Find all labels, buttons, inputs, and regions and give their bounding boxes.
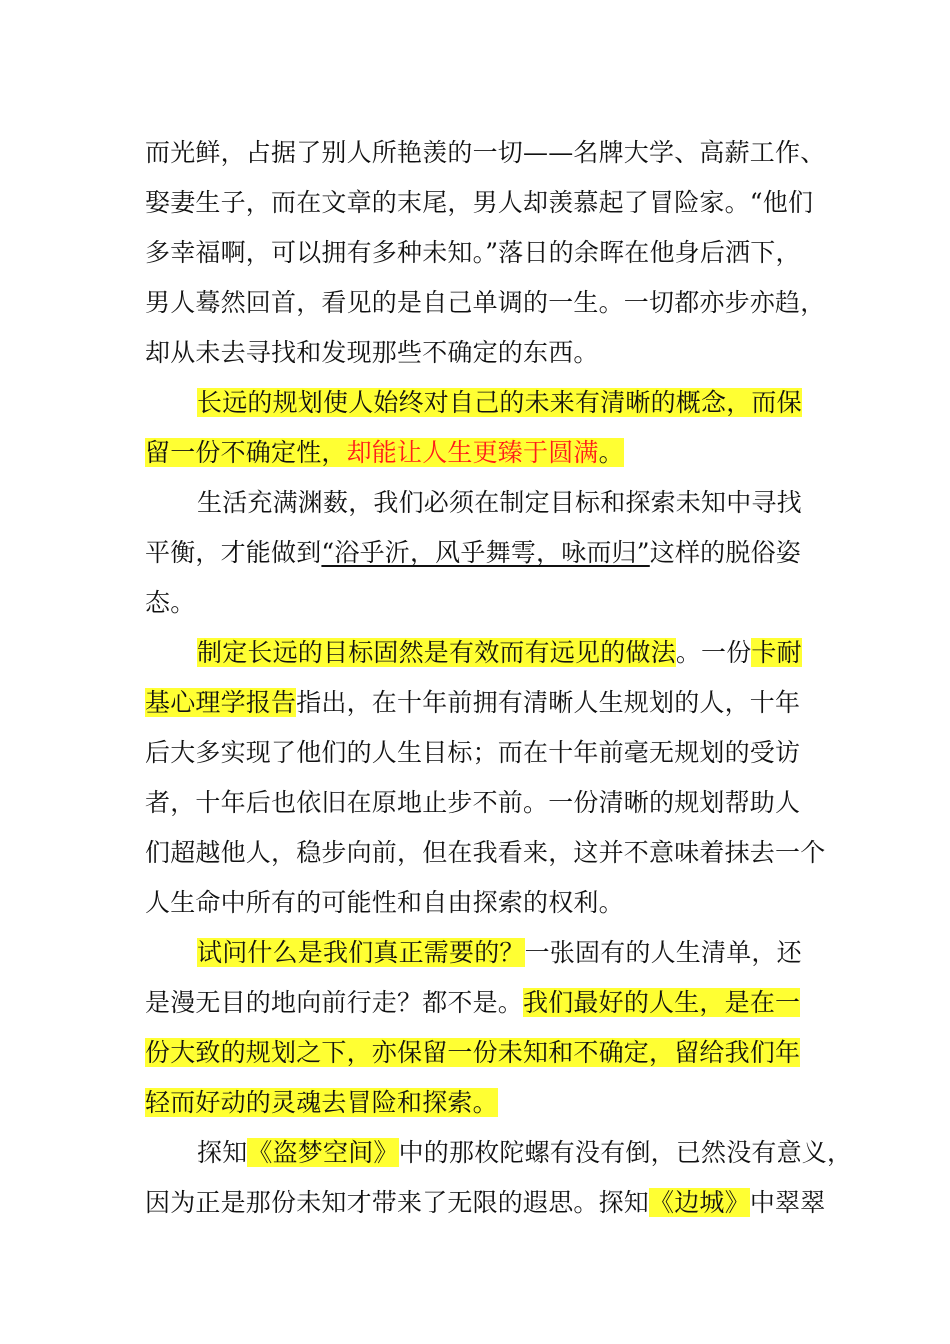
- highlighted-title: 《边城》: [649, 1188, 750, 1217]
- text-segment: 一张固有的人生清单，还: [524, 938, 802, 967]
- text-segment: 这样的脱俗姿: [649, 538, 801, 567]
- text-line: [145, 928, 810, 978]
- text-line: [145, 678, 810, 728]
- text-line: [145, 1128, 853, 1178]
- text-segment: 。: [598, 438, 624, 467]
- text-segment: 指出，在十年前拥有清晰人生规划的人，十年: [296, 688, 801, 717]
- highlighted-text: 试问什么是我们真正需要的？: [197, 938, 525, 967]
- text-line: 男人蓦然回首，看见的是自己单调的一生。一切都亦步亦趋，: [145, 288, 826, 317]
- highlighted-text: 基心理学报告: [145, 688, 297, 717]
- text-segment: 中的那枚陀螺有没有倒，已然没有意义，: [398, 1138, 853, 1167]
- red-emphasis-text: 却能让人生更臻于圆满: [346, 438, 599, 467]
- highlighted-text: [145, 438, 624, 467]
- text-line: [145, 378, 810, 428]
- text-line: 而光鲜，占据了别人所艳羡的一切——名牌大学、高薪工作、: [145, 138, 826, 167]
- highlighted-title: 《盗梦空间》: [247, 1138, 399, 1167]
- paragraph-3: [145, 478, 810, 628]
- text-line: [145, 1078, 810, 1128]
- text-line: 生活充满渊薮，我们必须在制定目标和探索未知中寻找: [197, 488, 802, 517]
- text-line: [145, 1028, 810, 1078]
- text-line: 娶妻生子，而在文章的末尾，男人却羡慕起了冒险家。“他们: [145, 188, 814, 217]
- paragraph-1: [145, 128, 826, 378]
- text-segment: 留一份不确定性，: [145, 438, 347, 467]
- highlighted-text: 长远的规划使人始终对自己的未来有清晰的概念，而保: [197, 388, 802, 417]
- text-line: 多幸福啊，可以拥有多种未知。”落日的余晖在他身后洒下，: [145, 238, 801, 267]
- text-line: 者，十年后也依旧在原地止步不前。一份清晰的规划帮助人: [145, 788, 801, 817]
- text-segment: 平衡，才能做到: [145, 538, 322, 567]
- text-line: 人生命中所有的可能性和自由探索的权利。: [145, 888, 624, 917]
- paragraph-2: [145, 378, 810, 478]
- highlighted-text: 我们最好的人生，是在一: [523, 988, 801, 1017]
- text-line: [145, 528, 810, 578]
- text-line: 态。: [145, 588, 196, 617]
- highlighted-text: 制定长远的目标固然是有效而有远见的做法: [197, 638, 676, 667]
- text-segment: 因为正是那份未知才带来了无限的遐思。探知: [145, 1188, 650, 1217]
- text-line: [145, 978, 810, 1028]
- text-segment: 中翠翠: [749, 1188, 826, 1217]
- highlighted-text: 卡耐: [751, 638, 802, 667]
- essay-body: [145, 128, 853, 1228]
- paragraph-5: [145, 928, 810, 1128]
- paragraph-4: [145, 628, 826, 928]
- text-line: 却从未去寻找和发现那些不确定的东西。: [145, 338, 599, 367]
- text-segment: 是漫无目的地向前行走？都不是。: [145, 988, 524, 1017]
- text-line: [145, 1178, 826, 1228]
- text-segment: 。一份: [675, 638, 752, 667]
- underlined-quote: “浴乎沂，风乎舞雩，咏而归”: [321, 538, 650, 567]
- highlighted-text: 轻而好动的灵魂去冒险和探索。: [145, 1088, 498, 1117]
- text-segment: 探知: [197, 1138, 248, 1167]
- paragraph-6: [145, 1128, 853, 1228]
- text-line: [145, 428, 810, 478]
- text-line: 后大多实现了他们的人生目标；而在十年前毫无规划的受访: [145, 738, 801, 767]
- highlighted-text: 份大致的规划之下，亦保留一份未知和不确定，留给我们年: [145, 1038, 801, 1067]
- text-line: 们超越他人，稳步向前，但在我看来，这并不意味着抹去一个: [145, 838, 826, 867]
- text-line: [145, 628, 810, 678]
